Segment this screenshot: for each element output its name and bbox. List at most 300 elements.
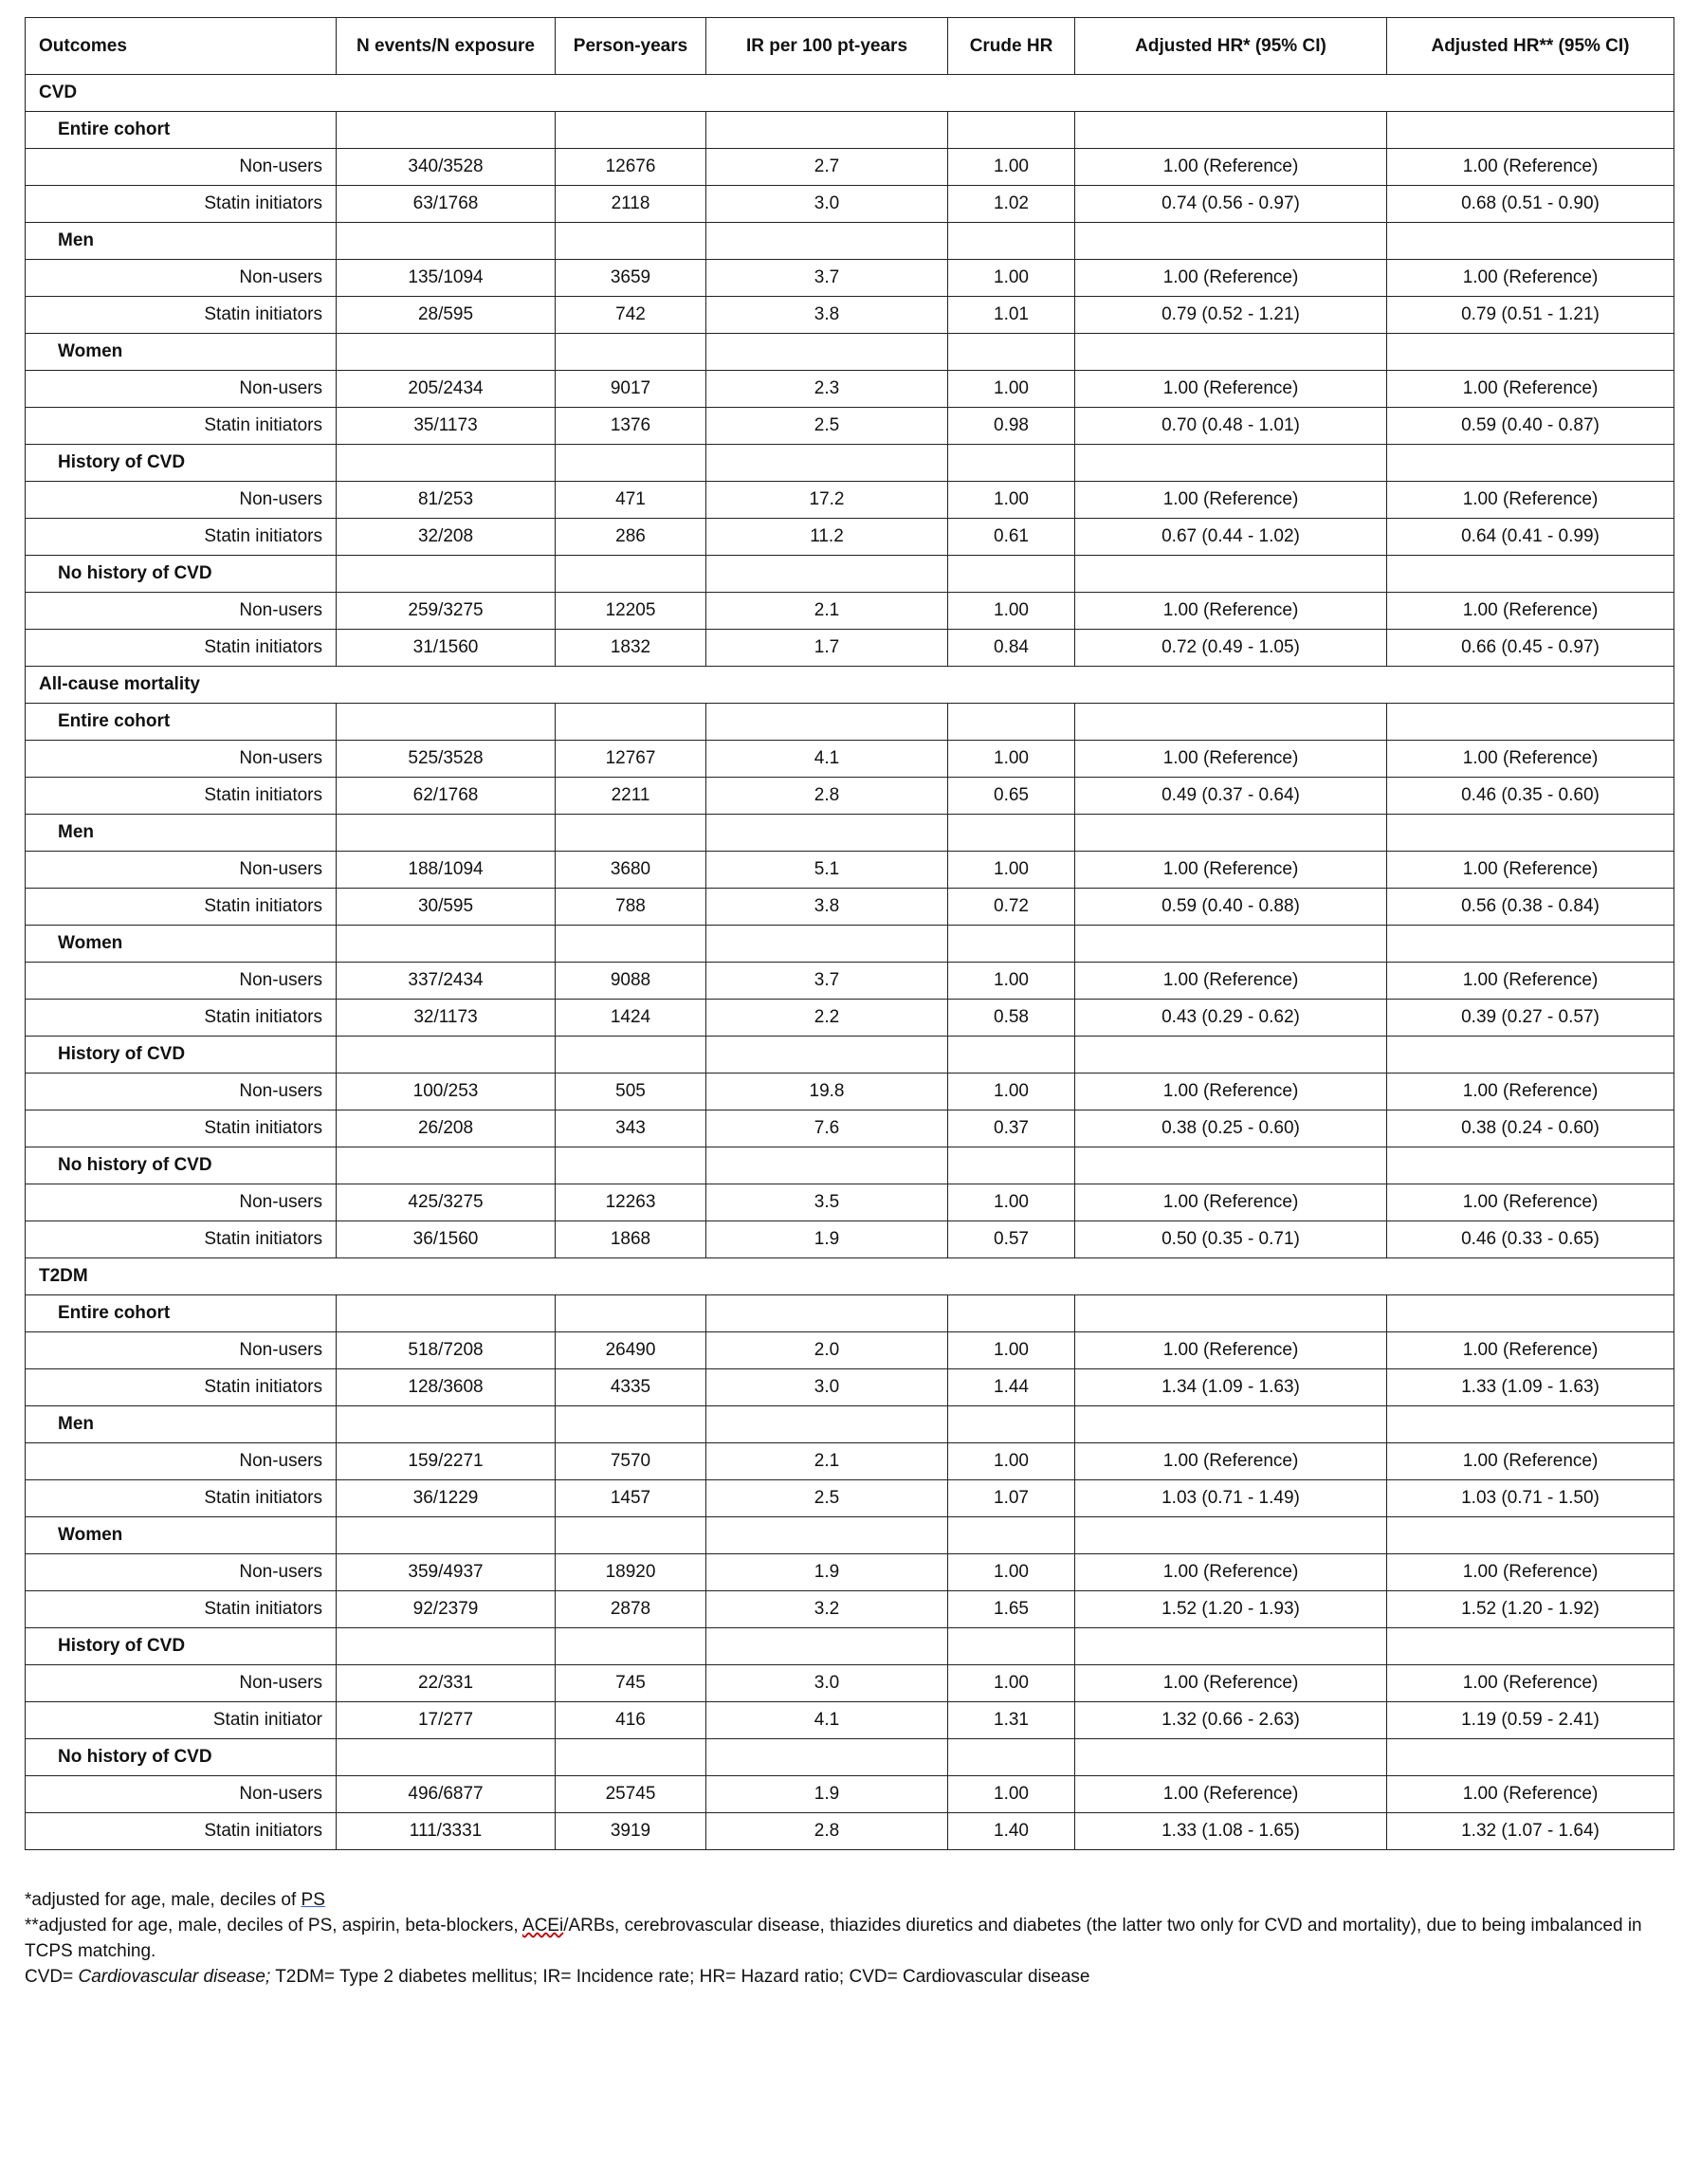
- table-row: [26, 297, 1674, 334]
- empty-cell: [1075, 556, 1387, 593]
- adjusted-hr-1-cell: 1.00 (Reference): [1075, 371, 1387, 408]
- empty-cell: [1387, 556, 1674, 593]
- table-row: [26, 630, 1674, 667]
- ir-cell: 2.7: [706, 149, 948, 186]
- events-cell: 259/3275: [337, 593, 556, 630]
- crude-hr-cell: 1.00: [948, 852, 1075, 889]
- footnote-text: T2DM= Type 2 diabetes mellitus; IR= Incidence rate; HR= Hazard ratio; CVD= Cardiovascular disease: [270, 1967, 1090, 1987]
- subgroup-row: [26, 556, 1674, 593]
- empty-cell: [556, 926, 706, 963]
- adjusted-hr-1-cell: 1.00 (Reference): [1075, 1554, 1387, 1591]
- empty-cell: [337, 926, 556, 963]
- table-row: [26, 1369, 1674, 1406]
- crude-hr-cell: 0.84: [948, 630, 1075, 667]
- person-years-cell: 25745: [556, 1776, 706, 1813]
- adjusted-hr-1-cell: 1.00 (Reference): [1075, 149, 1387, 186]
- row-label: Non-users: [26, 963, 337, 1000]
- person-years-cell: 1868: [556, 1221, 706, 1258]
- table-row: [26, 1480, 1674, 1517]
- subgroup-label: History of CVD: [26, 1037, 337, 1074]
- person-years-cell: 7570: [556, 1443, 706, 1480]
- subgroup-label: Women: [26, 1517, 337, 1554]
- adjusted-hr-1-cell: 0.50 (0.35 - 0.71): [1075, 1221, 1387, 1258]
- empty-cell: [948, 815, 1075, 852]
- ir-cell: 1.9: [706, 1554, 948, 1591]
- person-years-cell: 3659: [556, 260, 706, 297]
- events-cell: 22/331: [337, 1665, 556, 1702]
- table-row: [26, 1702, 1674, 1739]
- adjusted-hr-1-cell: 1.52 (1.20 - 1.93): [1075, 1591, 1387, 1628]
- empty-cell: [706, 1628, 948, 1665]
- person-years-cell: 1832: [556, 630, 706, 667]
- adjusted-hr-1-cell: 1.00 (Reference): [1075, 1184, 1387, 1221]
- adjusted-hr-2-cell: 1.00 (Reference): [1387, 1554, 1674, 1591]
- person-years-cell: 2878: [556, 1591, 706, 1628]
- subgroup-row: [26, 1517, 1674, 1554]
- footnote-adjusted-2: [25, 1913, 1674, 1964]
- ir-cell: 3.0: [706, 186, 948, 223]
- adjusted-hr-2-cell: 1.00 (Reference): [1387, 482, 1674, 519]
- outcome-row: [26, 1258, 1674, 1295]
- events-cell: 337/2434: [337, 963, 556, 1000]
- empty-cell: [706, 1147, 948, 1184]
- table-row: [26, 889, 1674, 926]
- subgroup-row: [26, 926, 1674, 963]
- person-years-cell: 26490: [556, 1332, 706, 1369]
- adjusted-hr-2-cell: 1.00 (Reference): [1387, 852, 1674, 889]
- ir-cell: 1.7: [706, 630, 948, 667]
- crude-hr-cell: 1.40: [948, 1813, 1075, 1850]
- table-row: [26, 963, 1674, 1000]
- row-label: Non-users: [26, 1443, 337, 1480]
- crude-hr-cell: 1.00: [948, 1665, 1075, 1702]
- ir-cell: 3.5: [706, 1184, 948, 1221]
- empty-cell: [1387, 1147, 1674, 1184]
- table-body: [26, 75, 1674, 1850]
- empty-cell: [1387, 1517, 1674, 1554]
- adjusted-hr-1-cell: 0.49 (0.37 - 0.64): [1075, 778, 1387, 815]
- person-years-cell: 18920: [556, 1554, 706, 1591]
- events-cell: 63/1768: [337, 186, 556, 223]
- table-row: [26, 1554, 1674, 1591]
- header-outcomes: Outcomes: [26, 18, 337, 75]
- crude-hr-cell: 0.61: [948, 519, 1075, 556]
- subgroup-row: [26, 1406, 1674, 1443]
- crude-hr-cell: 0.98: [948, 408, 1075, 445]
- person-years-cell: 742: [556, 297, 706, 334]
- empty-cell: [556, 556, 706, 593]
- ir-cell: 3.0: [706, 1369, 948, 1406]
- empty-cell: [1075, 1406, 1387, 1443]
- empty-cell: [1075, 815, 1387, 852]
- crude-hr-cell: 1.00: [948, 371, 1075, 408]
- ir-cell: 3.7: [706, 260, 948, 297]
- person-years-cell: 1457: [556, 1480, 706, 1517]
- row-label: Non-users: [26, 482, 337, 519]
- adjusted-hr-1-cell: 1.00 (Reference): [1075, 963, 1387, 1000]
- person-years-cell: 2211: [556, 778, 706, 815]
- events-cell: 100/253: [337, 1074, 556, 1110]
- ir-cell: 2.3: [706, 371, 948, 408]
- empty-cell: [706, 815, 948, 852]
- row-label: Non-users: [26, 1184, 337, 1221]
- adjusted-hr-2-cell: 0.79 (0.51 - 1.21): [1387, 297, 1674, 334]
- empty-cell: [556, 704, 706, 741]
- subgroup-row: [26, 1628, 1674, 1665]
- person-years-cell: 343: [556, 1110, 706, 1147]
- person-years-cell: 9088: [556, 963, 706, 1000]
- empty-cell: [1075, 1739, 1387, 1776]
- table-row: [26, 1000, 1674, 1037]
- empty-cell: [948, 445, 1075, 482]
- adjusted-hr-1-cell: 1.00 (Reference): [1075, 593, 1387, 630]
- subgroup-row: [26, 1739, 1674, 1776]
- footnote-text: *adjusted for age, male, deciles of: [25, 1890, 302, 1910]
- adjusted-hr-1-cell: 0.70 (0.48 - 1.01): [1075, 408, 1387, 445]
- empty-cell: [1387, 1037, 1674, 1074]
- subgroup-label: Men: [26, 1406, 337, 1443]
- crude-hr-cell: 1.00: [948, 1776, 1075, 1813]
- ir-cell: 4.1: [706, 1702, 948, 1739]
- subgroup-label: History of CVD: [26, 1628, 337, 1665]
- row-label: Statin initiators: [26, 519, 337, 556]
- crude-hr-cell: 1.00: [948, 1332, 1075, 1369]
- adjusted-hr-2-cell: 1.00 (Reference): [1387, 1184, 1674, 1221]
- ir-cell: 2.8: [706, 1813, 948, 1850]
- adjusted-hr-2-cell: 0.46 (0.33 - 0.65): [1387, 1221, 1674, 1258]
- subgroup-label: No history of CVD: [26, 1739, 337, 1776]
- adjusted-hr-2-cell: 1.52 (1.20 - 1.92): [1387, 1591, 1674, 1628]
- empty-cell: [948, 1406, 1075, 1443]
- adjusted-hr-2-cell: 1.03 (0.71 - 1.50): [1387, 1480, 1674, 1517]
- row-label: Statin initiators: [26, 1369, 337, 1406]
- row-label: Statin initiators: [26, 1813, 337, 1850]
- table-row: [26, 186, 1674, 223]
- table-row: [26, 260, 1674, 297]
- ir-cell: 2.1: [706, 1443, 948, 1480]
- events-cell: 518/7208: [337, 1332, 556, 1369]
- empty-cell: [1075, 1628, 1387, 1665]
- adjusted-hr-1-cell: 0.38 (0.25 - 0.60): [1075, 1110, 1387, 1147]
- adjusted-hr-2-cell: 1.00 (Reference): [1387, 1332, 1674, 1369]
- ir-cell: 2.0: [706, 1332, 948, 1369]
- empty-cell: [706, 1739, 948, 1776]
- empty-cell: [948, 704, 1075, 741]
- table-row: [26, 1221, 1674, 1258]
- adjusted-hr-1-cell: 1.00 (Reference): [1075, 1776, 1387, 1813]
- adjusted-hr-2-cell: 0.59 (0.40 - 0.87): [1387, 408, 1674, 445]
- empty-cell: [1387, 704, 1674, 741]
- subgroup-row: [26, 334, 1674, 371]
- crude-hr-cell: 1.44: [948, 1369, 1075, 1406]
- row-label: Statin initiators: [26, 889, 337, 926]
- ir-cell: 3.8: [706, 889, 948, 926]
- table-row: [26, 741, 1674, 778]
- events-cell: 135/1094: [337, 260, 556, 297]
- table-row: [26, 1074, 1674, 1110]
- person-years-cell: 1376: [556, 408, 706, 445]
- empty-cell: [948, 334, 1075, 371]
- ir-cell: 3.8: [706, 297, 948, 334]
- empty-cell: [706, 334, 948, 371]
- crude-hr-cell: 1.00: [948, 593, 1075, 630]
- adjusted-hr-1-cell: 0.74 (0.56 - 0.97): [1075, 186, 1387, 223]
- empty-cell: [1075, 223, 1387, 260]
- events-cell: 30/595: [337, 889, 556, 926]
- adjusted-hr-1-cell: 0.72 (0.49 - 1.05): [1075, 630, 1387, 667]
- empty-cell: [337, 1147, 556, 1184]
- ir-cell: 3.0: [706, 1665, 948, 1702]
- events-cell: 26/208: [337, 1110, 556, 1147]
- events-cell: 159/2271: [337, 1443, 556, 1480]
- person-years-cell: 1424: [556, 1000, 706, 1037]
- empty-cell: [948, 926, 1075, 963]
- row-label: Non-users: [26, 1776, 337, 1813]
- empty-cell: [706, 223, 948, 260]
- adjusted-hr-2-cell: 0.38 (0.24 - 0.60): [1387, 1110, 1674, 1147]
- empty-cell: [1387, 112, 1674, 149]
- ir-cell: 17.2: [706, 482, 948, 519]
- person-years-cell: 286: [556, 519, 706, 556]
- crude-hr-cell: 1.00: [948, 1074, 1075, 1110]
- adjusted-hr-1-cell: 1.33 (1.08 - 1.65): [1075, 1813, 1387, 1850]
- empty-cell: [556, 1406, 706, 1443]
- events-cell: 17/277: [337, 1702, 556, 1739]
- events-cell: 111/3331: [337, 1813, 556, 1850]
- events-cell: 81/253: [337, 482, 556, 519]
- adjusted-hr-2-cell: 1.00 (Reference): [1387, 1665, 1674, 1702]
- adjusted-hr-2-cell: 1.00 (Reference): [1387, 1776, 1674, 1813]
- empty-cell: [556, 223, 706, 260]
- person-years-cell: 471: [556, 482, 706, 519]
- empty-cell: [1387, 223, 1674, 260]
- empty-cell: [1387, 334, 1674, 371]
- empty-cell: [556, 1037, 706, 1074]
- footnote-text: CVD=: [25, 1967, 79, 1987]
- ir-cell: 2.8: [706, 778, 948, 815]
- empty-cell: [556, 112, 706, 149]
- empty-cell: [1075, 704, 1387, 741]
- empty-cell: [1075, 334, 1387, 371]
- adjusted-hr-2-cell: 1.00 (Reference): [1387, 593, 1674, 630]
- empty-cell: [948, 1517, 1075, 1554]
- empty-cell: [556, 1739, 706, 1776]
- row-label: Non-users: [26, 852, 337, 889]
- person-years-cell: 788: [556, 889, 706, 926]
- adjusted-hr-2-cell: 0.39 (0.27 - 0.57): [1387, 1000, 1674, 1037]
- adjusted-hr-1-cell: 1.00 (Reference): [1075, 260, 1387, 297]
- empty-cell: [556, 445, 706, 482]
- crude-hr-cell: 1.02: [948, 186, 1075, 223]
- row-label: Non-users: [26, 1074, 337, 1110]
- events-cell: 62/1768: [337, 778, 556, 815]
- subgroup-label: Entire cohort: [26, 704, 337, 741]
- empty-cell: [1075, 926, 1387, 963]
- row-label: Statin initiators: [26, 1480, 337, 1517]
- empty-cell: [337, 334, 556, 371]
- person-years-cell: 2118: [556, 186, 706, 223]
- ir-cell: 7.6: [706, 1110, 948, 1147]
- empty-cell: [706, 704, 948, 741]
- table-row: [26, 1813, 1674, 1850]
- empty-cell: [948, 1739, 1075, 1776]
- empty-cell: [1387, 1295, 1674, 1332]
- table-row: [26, 371, 1674, 408]
- ir-cell: 3.2: [706, 1591, 948, 1628]
- adjusted-hr-2-cell: 1.32 (1.07 - 1.64): [1387, 1813, 1674, 1850]
- crude-hr-cell: 1.00: [948, 1554, 1075, 1591]
- adjusted-hr-1-cell: 1.03 (0.71 - 1.49): [1075, 1480, 1387, 1517]
- table-row: [26, 1332, 1674, 1369]
- adjusted-hr-1-cell: 1.00 (Reference): [1075, 482, 1387, 519]
- ir-cell: 2.5: [706, 408, 948, 445]
- empty-cell: [948, 556, 1075, 593]
- empty-cell: [337, 704, 556, 741]
- empty-cell: [948, 223, 1075, 260]
- adjusted-hr-2-cell: 0.46 (0.35 - 0.60): [1387, 778, 1674, 815]
- subgroup-label: Women: [26, 926, 337, 963]
- crude-hr-cell: 1.65: [948, 1591, 1075, 1628]
- adjusted-hr-2-cell: 1.00 (Reference): [1387, 963, 1674, 1000]
- footnote-text: **adjusted for age, male, deciles of PS, aspirin, beta-blockers,: [25, 1916, 522, 1936]
- outcome-row: [26, 75, 1674, 112]
- adjusted-hr-1-cell: 1.00 (Reference): [1075, 1665, 1387, 1702]
- header-adjusted-hr-1: Adjusted HR* (95% CI): [1075, 18, 1387, 75]
- events-cell: 32/1173: [337, 1000, 556, 1037]
- table-row: [26, 149, 1674, 186]
- events-cell: 28/595: [337, 297, 556, 334]
- empty-cell: [556, 1295, 706, 1332]
- adjusted-hr-2-cell: 1.33 (1.09 - 1.63): [1387, 1369, 1674, 1406]
- row-label: Statin initiators: [26, 186, 337, 223]
- person-years-cell: 745: [556, 1665, 706, 1702]
- empty-cell: [337, 1037, 556, 1074]
- adjusted-hr-1-cell: 0.79 (0.52 - 1.21): [1075, 297, 1387, 334]
- ir-cell: 2.5: [706, 1480, 948, 1517]
- table-row: [26, 1110, 1674, 1147]
- empty-cell: [1075, 1295, 1387, 1332]
- adjusted-hr-2-cell: 0.68 (0.51 - 0.90): [1387, 186, 1674, 223]
- ir-cell: 1.9: [706, 1221, 948, 1258]
- footnote-ps: PS: [301, 1890, 325, 1910]
- ir-cell: 2.2: [706, 1000, 948, 1037]
- adjusted-hr-1-cell: 1.32 (0.66 - 2.63): [1075, 1702, 1387, 1739]
- header-events: N events/N exposure: [337, 18, 556, 75]
- row-label: Statin initiators: [26, 630, 337, 667]
- adjusted-hr-2-cell: 0.66 (0.45 - 0.97): [1387, 630, 1674, 667]
- header-incidence-rate: IR per 100 pt-years: [706, 18, 948, 75]
- subgroup-label: Men: [26, 815, 337, 852]
- row-label: Non-users: [26, 1332, 337, 1369]
- adjusted-hr-2-cell: 1.00 (Reference): [1387, 371, 1674, 408]
- empty-cell: [948, 1037, 1075, 1074]
- empty-cell: [948, 1628, 1075, 1665]
- subgroup-row: [26, 1295, 1674, 1332]
- crude-hr-cell: 1.31: [948, 1702, 1075, 1739]
- empty-cell: [948, 1295, 1075, 1332]
- outcome-label: All-cause mortality: [26, 667, 1674, 704]
- empty-cell: [1075, 1037, 1387, 1074]
- empty-cell: [948, 1147, 1075, 1184]
- adjusted-hr-2-cell: 1.00 (Reference): [1387, 1443, 1674, 1480]
- crude-hr-cell: 1.00: [948, 1184, 1075, 1221]
- events-cell: 92/2379: [337, 1591, 556, 1628]
- table-row: [26, 1443, 1674, 1480]
- crude-hr-cell: 1.00: [948, 260, 1075, 297]
- subgroup-label: No history of CVD: [26, 556, 337, 593]
- empty-cell: [948, 112, 1075, 149]
- empty-cell: [337, 1628, 556, 1665]
- empty-cell: [556, 1628, 706, 1665]
- events-cell: 205/2434: [337, 371, 556, 408]
- row-label: Statin initiators: [26, 778, 337, 815]
- empty-cell: [1075, 112, 1387, 149]
- empty-cell: [337, 556, 556, 593]
- adjusted-hr-1-cell: 0.59 (0.40 - 0.88): [1075, 889, 1387, 926]
- events-cell: 359/4937: [337, 1554, 556, 1591]
- empty-cell: [706, 926, 948, 963]
- empty-cell: [337, 1739, 556, 1776]
- person-years-cell: 12676: [556, 149, 706, 186]
- ir-cell: 4.1: [706, 741, 948, 778]
- row-label: Statin initiator: [26, 1702, 337, 1739]
- adjusted-hr-2-cell: 1.00 (Reference): [1387, 260, 1674, 297]
- empty-cell: [556, 1517, 706, 1554]
- empty-cell: [1075, 1147, 1387, 1184]
- header-person-years: Person-years: [556, 18, 706, 75]
- empty-cell: [1075, 445, 1387, 482]
- empty-cell: [1387, 1406, 1674, 1443]
- footnotes: [25, 1887, 1674, 1990]
- subgroup-label: Entire cohort: [26, 112, 337, 149]
- crude-hr-cell: 1.00: [948, 149, 1075, 186]
- row-label: Non-users: [26, 593, 337, 630]
- subgroup-row: [26, 1037, 1674, 1074]
- empty-cell: [337, 1295, 556, 1332]
- table-row: [26, 1776, 1674, 1813]
- adjusted-hr-1-cell: 1.00 (Reference): [1075, 1443, 1387, 1480]
- adjusted-hr-1-cell: 0.67 (0.44 - 1.02): [1075, 519, 1387, 556]
- subgroup-row: [26, 223, 1674, 260]
- row-label: Non-users: [26, 260, 337, 297]
- table-row: [26, 593, 1674, 630]
- person-years-cell: 9017: [556, 371, 706, 408]
- table-row: [26, 1591, 1674, 1628]
- empty-cell: [1387, 1628, 1674, 1665]
- row-label: Statin initiators: [26, 1110, 337, 1147]
- crude-hr-cell: 1.00: [948, 741, 1075, 778]
- row-label: Statin initiators: [26, 1591, 337, 1628]
- empty-cell: [706, 1406, 948, 1443]
- empty-cell: [706, 1037, 948, 1074]
- empty-cell: [1387, 445, 1674, 482]
- empty-cell: [337, 1517, 556, 1554]
- events-cell: 340/3528: [337, 149, 556, 186]
- footnote-italic: Cardiovascular disease;: [78, 1967, 271, 1987]
- crude-hr-cell: 1.00: [948, 963, 1075, 1000]
- adjusted-hr-2-cell: 1.19 (0.59 - 2.41): [1387, 1702, 1674, 1739]
- adjusted-hr-1-cell: 0.43 (0.29 - 0.62): [1075, 1000, 1387, 1037]
- person-years-cell: 3919: [556, 1813, 706, 1850]
- table-row: [26, 778, 1674, 815]
- row-label: Non-users: [26, 1665, 337, 1702]
- empty-cell: [706, 112, 948, 149]
- ir-cell: 2.1: [706, 593, 948, 630]
- table-row: [26, 852, 1674, 889]
- subgroup-row: [26, 704, 1674, 741]
- person-years-cell: 3680: [556, 852, 706, 889]
- empty-cell: [556, 334, 706, 371]
